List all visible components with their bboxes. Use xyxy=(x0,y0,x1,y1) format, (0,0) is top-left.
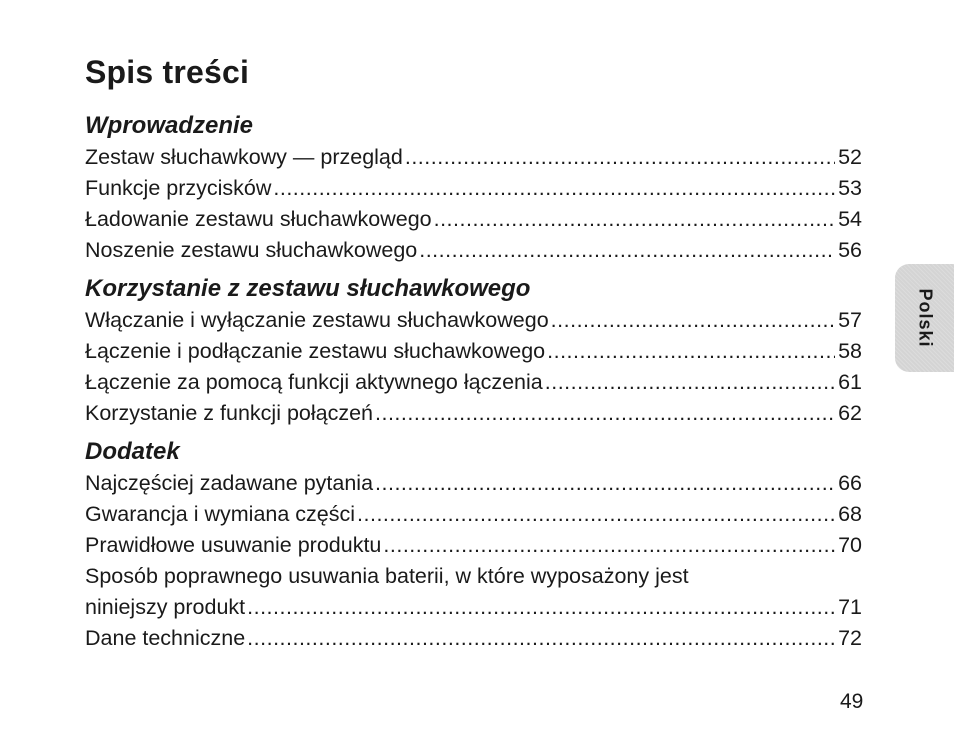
toc-entry[interactable] xyxy=(85,530,862,561)
toc-section-introduction xyxy=(85,110,862,266)
dot-leader xyxy=(405,142,835,173)
toc-entry-title: Zestaw słuchawkowy — przegląd xyxy=(85,145,403,169)
toc-entry[interactable] xyxy=(85,367,862,398)
toc-entry-page: 71 xyxy=(838,595,862,619)
toc-entry-title: Gwarancja i wymiana części xyxy=(85,502,356,526)
section-heading: Korzystanie z zestawu słuchawkowego xyxy=(85,275,531,302)
toc-entry[interactable] xyxy=(85,499,862,530)
page-title: Spis treści xyxy=(85,54,250,90)
toc-entry-title: Noszenie zestawu słuchawkowego xyxy=(85,238,418,262)
toc-entry-title: Funkcje przycisków xyxy=(85,176,272,200)
toc-entry[interactable] xyxy=(85,561,862,623)
language-tab-label: Polski xyxy=(915,288,935,348)
toc-section-appendix xyxy=(85,436,862,654)
toc-entry-page: 52 xyxy=(838,145,862,169)
toc-entry-title-line1: Sposób poprawnego usuwania baterii, w które wyposażony jest xyxy=(85,564,689,588)
dot-leader xyxy=(383,530,835,561)
toc-entry[interactable] xyxy=(85,336,862,367)
toc-entry[interactable] xyxy=(85,398,862,429)
page-number: 49 xyxy=(840,690,864,713)
toc-entry[interactable] xyxy=(85,468,862,499)
dot-leader xyxy=(247,592,835,623)
dot-leader xyxy=(273,173,835,204)
language-tab xyxy=(895,264,954,372)
dot-leader xyxy=(547,336,835,367)
toc-entry-page: 57 xyxy=(838,308,862,332)
toc-entry-page: 58 xyxy=(838,339,862,363)
toc-entry-title: Prawidłowe usuwanie produktu xyxy=(85,533,382,557)
toc-entry-title: Dane techniczne xyxy=(85,626,246,650)
toc-entry[interactable] xyxy=(85,305,862,336)
toc-entry[interactable] xyxy=(85,204,862,235)
dot-leader xyxy=(551,305,835,336)
dot-leader xyxy=(247,623,835,654)
toc-entry-page: 70 xyxy=(838,533,862,557)
toc-entry-page: 54 xyxy=(838,207,862,231)
section-heading: Dodatek xyxy=(85,438,180,465)
dot-leader xyxy=(357,499,835,530)
toc-entry[interactable] xyxy=(85,173,862,204)
table-of-contents xyxy=(85,110,862,661)
dot-leader xyxy=(419,235,835,266)
toc-entry[interactable] xyxy=(85,623,862,654)
toc-section-using-headset xyxy=(85,273,862,429)
toc-entry-page: 56 xyxy=(838,238,862,262)
toc-entry-page: 53 xyxy=(838,176,862,200)
toc-entry-title: Łączenie za pomocą funkcji aktywnego łączenia xyxy=(85,370,543,394)
toc-entry-title: Łączenie i podłączanie zestawu słuchawkowego xyxy=(85,339,546,363)
section-heading: Wprowadzenie xyxy=(85,112,254,139)
toc-entry-title: Najczęściej zadawane pytania xyxy=(85,471,374,495)
toc-entry-page: 68 xyxy=(838,502,862,526)
toc-entry-page: 66 xyxy=(838,471,862,495)
toc-entry[interactable] xyxy=(85,235,862,266)
dot-leader xyxy=(434,204,835,235)
toc-entry[interactable] xyxy=(85,142,862,173)
toc-entry-page: 61 xyxy=(838,370,862,394)
toc-entry-page: 72 xyxy=(838,626,862,650)
toc-entry-title: Ładowanie zestawu słuchawkowego xyxy=(85,207,432,231)
dot-leader xyxy=(545,367,835,398)
toc-entry-page: 62 xyxy=(838,401,862,425)
toc-entry-title: Korzystanie z funkcji połączeń xyxy=(85,401,374,425)
dot-leader xyxy=(375,468,835,499)
toc-entry-title: Włączanie i wyłączanie zestawu słuchawkowego xyxy=(85,308,549,332)
dot-leader xyxy=(375,398,835,429)
toc-entry-title-line2: niniejszy produkt xyxy=(85,595,246,619)
